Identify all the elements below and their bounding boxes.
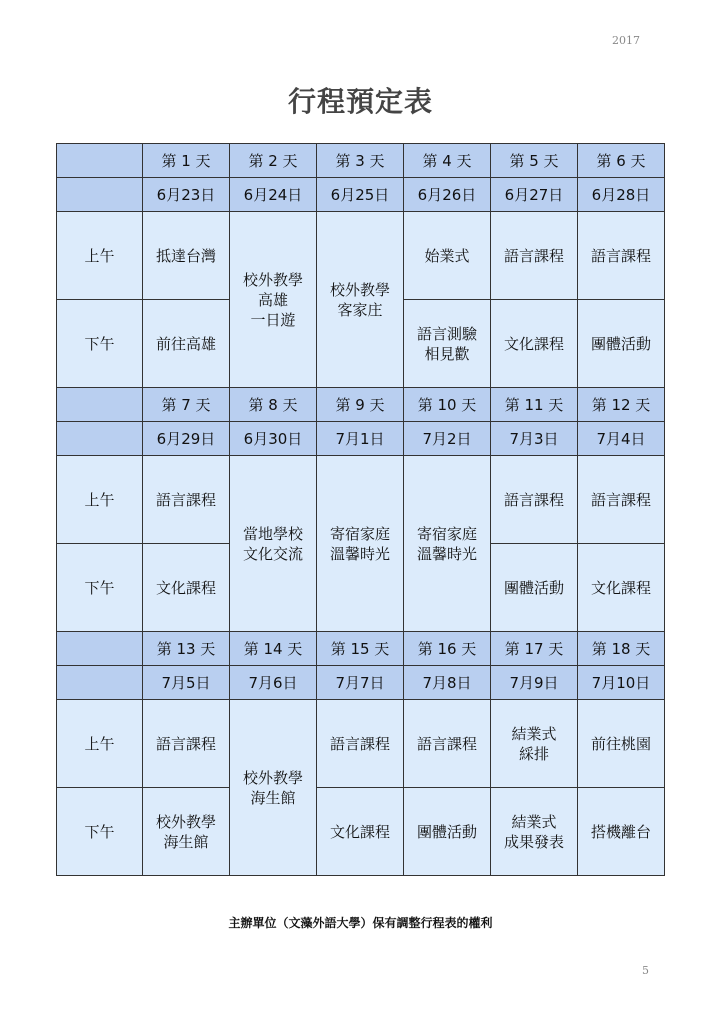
day-cell: 第 10 天 <box>404 388 491 422</box>
date-cell: 6月27日 <box>491 178 578 212</box>
activity-cell: 始業式 <box>404 212 491 300</box>
footer-note: 主辦單位（文藻外語大學）保有調整行程表的權利 <box>228 916 493 930</box>
am-label: 上午 <box>57 456 143 544</box>
day-cell: 第 13 天 <box>143 632 230 666</box>
activity-cell: 語言測驗 相見歡 <box>404 300 491 388</box>
activity-cell: 文化課程 <box>317 788 404 876</box>
year-header: 2017 <box>612 34 640 47</box>
am-row <box>57 700 665 788</box>
activity-cell: 文化課程 <box>143 544 230 632</box>
date-cell: 6月26日 <box>404 178 491 212</box>
day-cell: 第 5 天 <box>491 144 578 178</box>
date-cell: 6月29日 <box>143 422 230 456</box>
date-cell: 7月6日 <box>230 666 317 700</box>
day-header-row <box>57 632 665 666</box>
date-cell: 7月4日 <box>578 422 665 456</box>
activity-cell: 寄宿家庭 溫馨時光 <box>317 456 404 632</box>
activity-cell: 語言課程 <box>491 212 578 300</box>
activity-cell: 前往桃園 <box>578 700 665 788</box>
date-cell: 7月3日 <box>491 422 578 456</box>
activity-cell: 語言課程 <box>491 456 578 544</box>
day-cell: 第 17 天 <box>491 632 578 666</box>
day-cell: 第 3 天 <box>317 144 404 178</box>
day-cell: 第 7 天 <box>143 388 230 422</box>
activity-cell: 團體活動 <box>578 300 665 388</box>
activity-cell: 團體活動 <box>404 788 491 876</box>
activity-cell: 前往高雄 <box>143 300 230 388</box>
date-row <box>57 422 665 456</box>
activity-cell: 當地學校 文化交流 <box>230 456 317 632</box>
day-cell: 第 16 天 <box>404 632 491 666</box>
activity-cell: 語言課程 <box>404 700 491 788</box>
day-cell: 第 11 天 <box>491 388 578 422</box>
day-cell: 第 15 天 <box>317 632 404 666</box>
activity-cell: 語言課程 <box>143 456 230 544</box>
day-cell: 第 12 天 <box>578 388 665 422</box>
pm-label: 下午 <box>57 300 143 388</box>
activity-cell: 校外教學 高雄 一日遊 <box>230 212 317 388</box>
date-cell: 7月7日 <box>317 666 404 700</box>
activity-cell: 文化課程 <box>491 300 578 388</box>
day-header-row <box>57 388 665 422</box>
activity-cell: 結業式 成果發表 <box>491 788 578 876</box>
date-cell: 6月25日 <box>317 178 404 212</box>
activity-cell: 校外教學 客家庄 <box>317 212 404 388</box>
activity-cell: 搭機離台 <box>578 788 665 876</box>
activity-cell: 語言課程 <box>143 700 230 788</box>
date-cell: 6月23日 <box>143 178 230 212</box>
date-cell: 7月2日 <box>404 422 491 456</box>
date-cell: 6月24日 <box>230 178 317 212</box>
day-cell: 第 14 天 <box>230 632 317 666</box>
date-cell: 7月5日 <box>143 666 230 700</box>
pm-label: 下午 <box>57 544 143 632</box>
day-cell: 第 4 天 <box>404 144 491 178</box>
date-cell: 7月1日 <box>317 422 404 456</box>
activity-cell: 團體活動 <box>491 544 578 632</box>
date-row <box>57 666 665 700</box>
day-header-row <box>57 144 665 178</box>
day-cell: 第 1 天 <box>143 144 230 178</box>
am-label: 上午 <box>57 212 143 300</box>
am-row <box>57 456 665 544</box>
day-cell: 第 8 天 <box>230 388 317 422</box>
date-cell: 7月8日 <box>404 666 491 700</box>
date-cell: 7月9日 <box>491 666 578 700</box>
date-cell: 6月28日 <box>578 178 665 212</box>
activity-cell: 語言課程 <box>317 700 404 788</box>
activity-cell: 寄宿家庭 溫馨時光 <box>404 456 491 632</box>
day-cell: 第 2 天 <box>230 144 317 178</box>
activity-cell: 校外教學 海生館 <box>230 700 317 876</box>
activity-cell: 語言課程 <box>578 456 665 544</box>
activity-cell: 文化課程 <box>578 544 665 632</box>
page-title: 行程預定表 <box>287 85 433 118</box>
day-cell: 第 9 天 <box>317 388 404 422</box>
am-row <box>57 212 665 300</box>
pm-row <box>57 788 665 876</box>
activity-cell: 抵達台灣 <box>143 212 230 300</box>
date-row <box>57 178 665 212</box>
pm-label: 下午 <box>57 788 143 876</box>
date-cell: 6月30日 <box>230 422 317 456</box>
day-cell: 第 6 天 <box>578 144 665 178</box>
activity-cell: 語言課程 <box>578 212 665 300</box>
page-number: 5 <box>642 964 649 977</box>
day-cell: 第 18 天 <box>578 632 665 666</box>
date-cell: 7月10日 <box>578 666 665 700</box>
activity-cell: 校外教學 海生館 <box>143 788 230 876</box>
activity-cell: 結業式 綵排 <box>491 700 578 788</box>
am-label: 上午 <box>57 700 143 788</box>
schedule-table <box>56 143 665 876</box>
